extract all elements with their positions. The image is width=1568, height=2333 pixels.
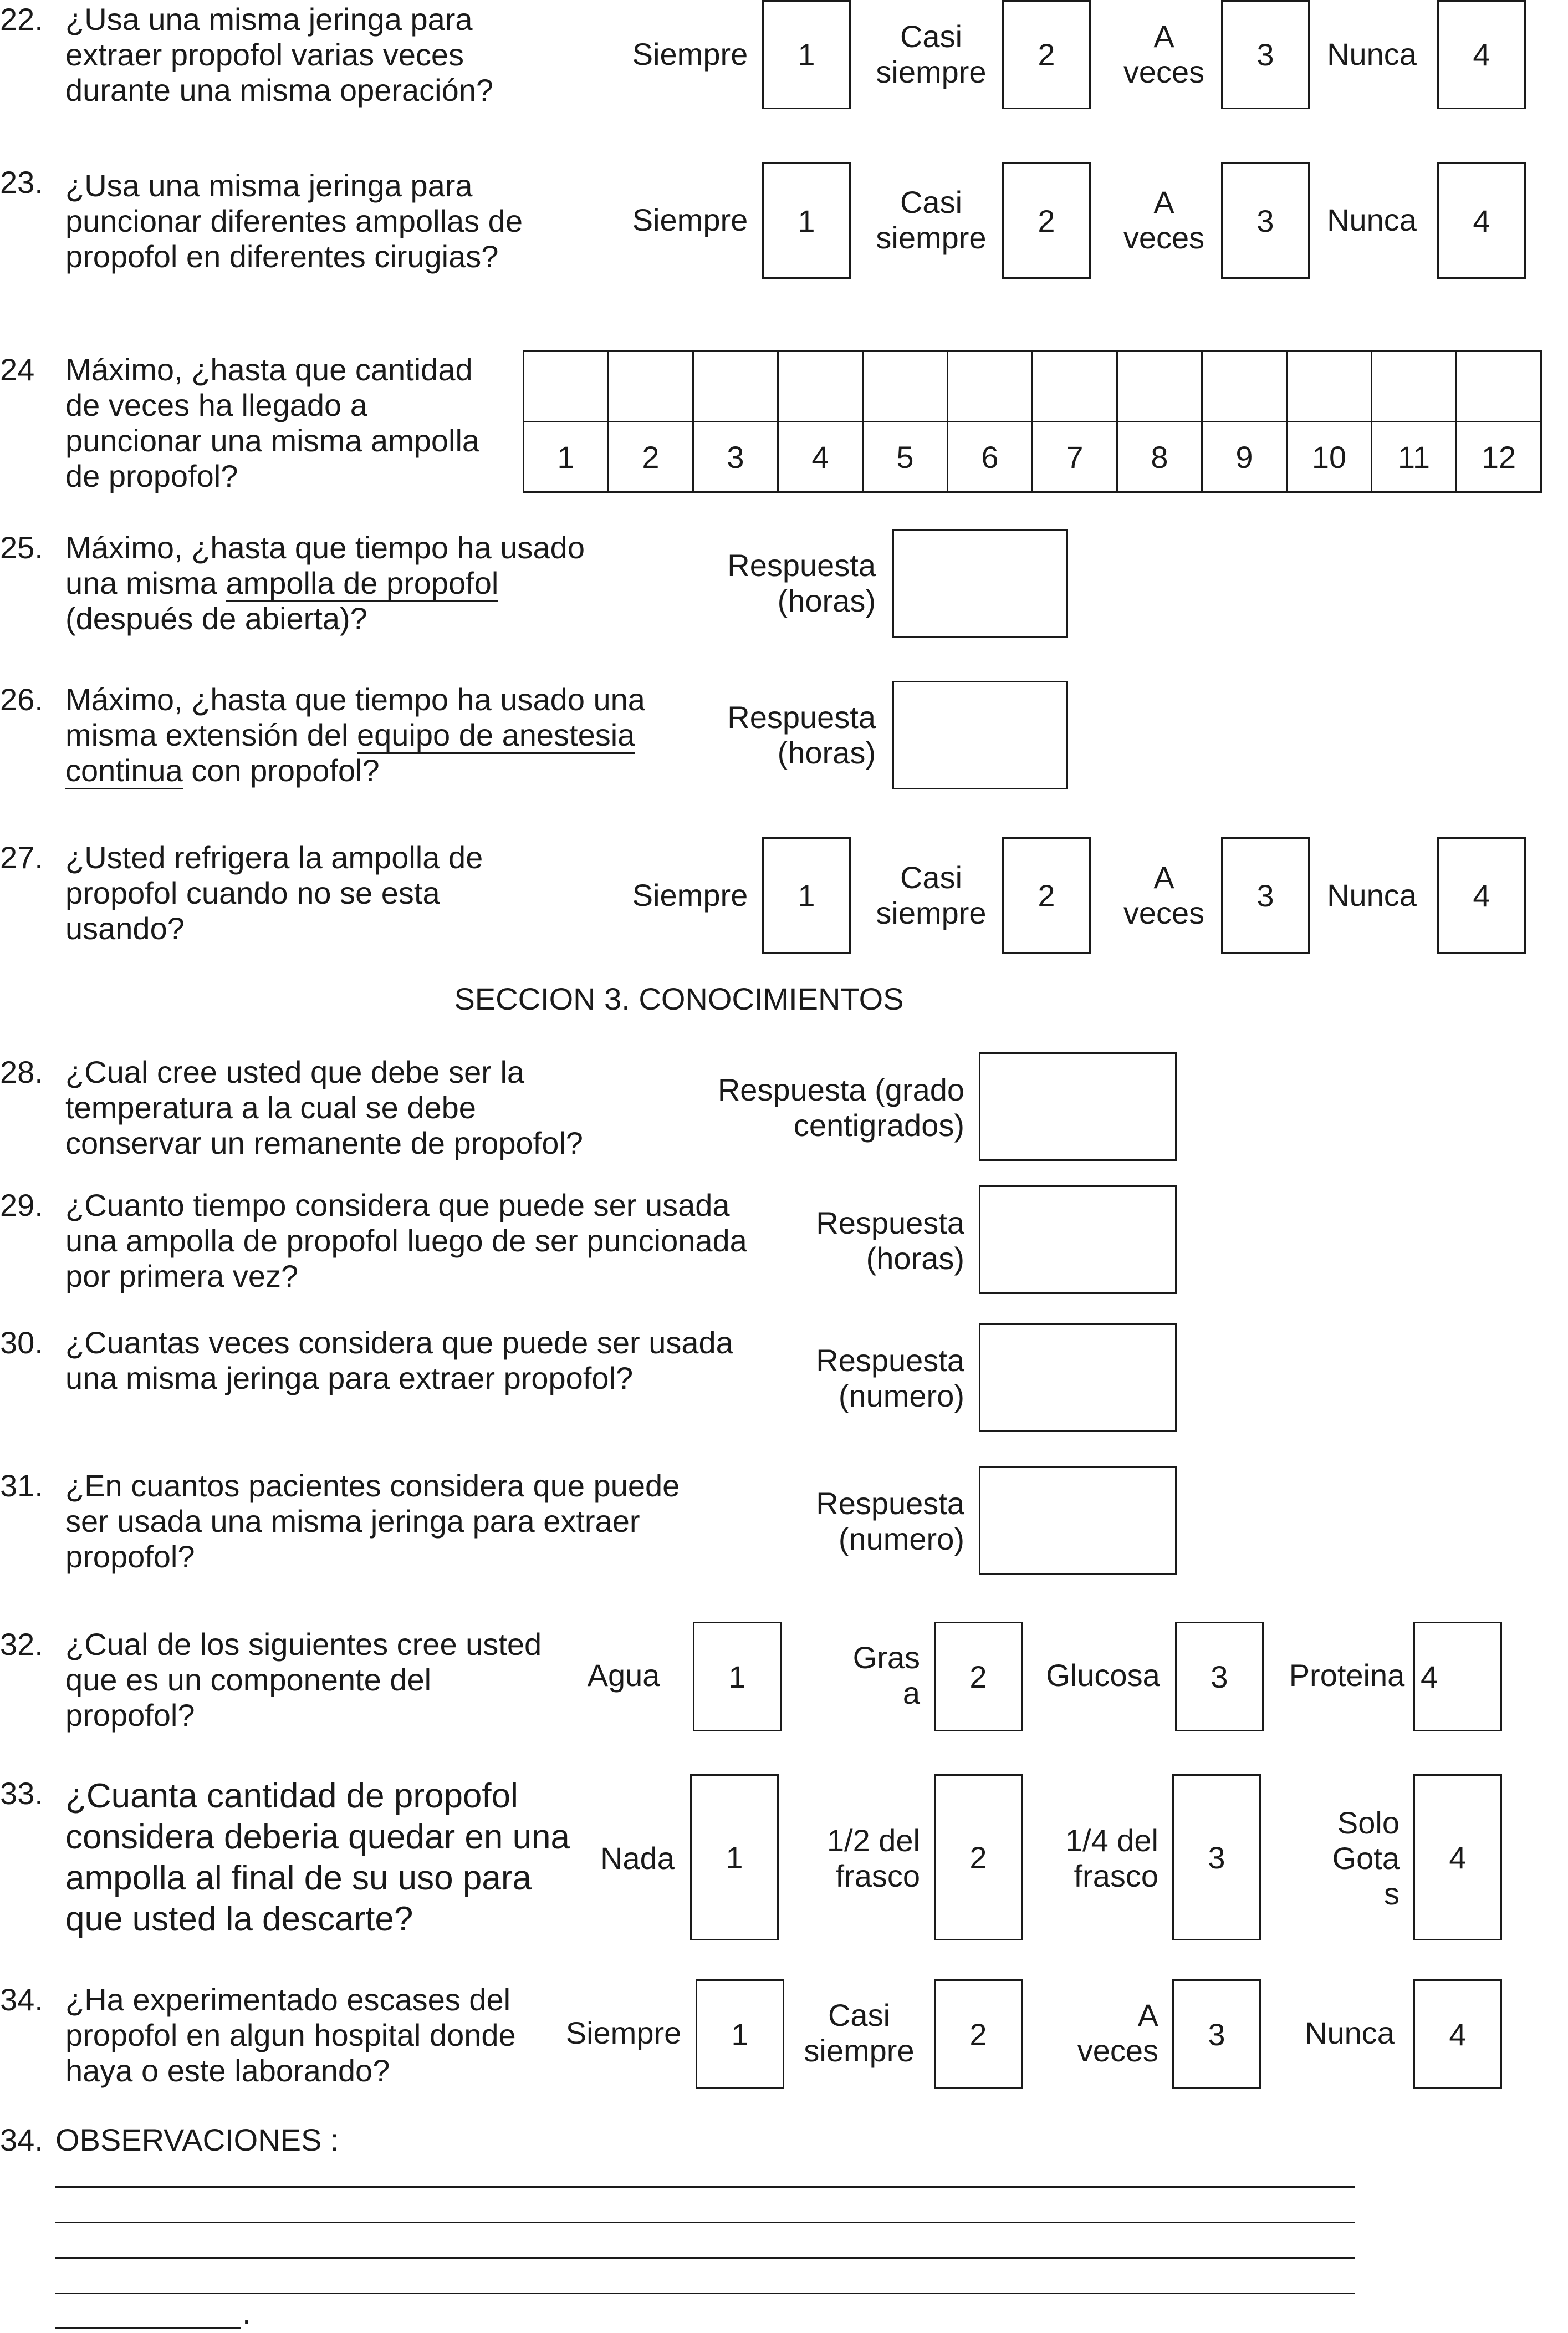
question-text: ¿Usted refrigera la ampolla de propofol cuando no se esta usando? <box>65 840 483 946</box>
question-text: ¿Cual de los siguientes cree usted que es un componente del propofol? <box>65 1627 542 1733</box>
question-number: 25. <box>0 530 43 565</box>
count-cell[interactable] <box>524 352 609 422</box>
option-box-2[interactable]: 2 <box>934 1979 1023 2089</box>
underlined-term: equipo de anestesia continua <box>65 717 635 789</box>
count-scale-value: 8 <box>1117 422 1202 492</box>
option-box-2[interactable]: 2 <box>934 1774 1023 1940</box>
option-label-proteina: Proteina <box>1289 1658 1405 1693</box>
option-label-casi-siempre: Casi siempre <box>876 185 987 255</box>
option-label-only-drops: Solo Gota s <box>1332 1805 1400 1911</box>
count-scale-value: 1 <box>524 422 609 492</box>
option-label-siempre: Siempre <box>632 878 748 913</box>
count-scale-grid <box>523 350 1542 493</box>
option-label-a-veces: A veces <box>1123 19 1205 89</box>
question-number: 34. <box>0 2122 43 2157</box>
option-box-1[interactable]: 1 <box>696 1979 784 2089</box>
option-label-nunca: Nunca <box>1327 878 1417 913</box>
answer-box-number[interactable] <box>979 1323 1177 1432</box>
answer-box-number[interactable] <box>979 1466 1177 1575</box>
question-text: Máximo, ¿hasta que cantidad de veces ha llegado a puncionar una misma ampolla de propofol? <box>65 352 480 493</box>
question-text: ¿Cuantas veces considera que puede ser usada una misma jeringa para extraer propofol? <box>65 1325 733 1395</box>
question-text-part: (después de abierta)? <box>65 601 367 636</box>
count-cell[interactable] <box>1033 352 1117 422</box>
answer-box-hours[interactable] <box>892 681 1068 789</box>
count-scale-value: 11 <box>1372 422 1457 492</box>
count-scale-value: 6 <box>948 422 1033 492</box>
option-label-quarter-bottle: 1/4 del frasco <box>1065 1823 1158 1893</box>
count-cell[interactable] <box>948 352 1033 422</box>
option-label-siempre: Siempre <box>565 2015 682 2050</box>
answer-label: Respuesta (grado centigrados) <box>717 1072 964 1143</box>
observations-line-short[interactable] <box>55 2327 241 2329</box>
option-box-4[interactable]: 4 <box>1437 0 1526 109</box>
option-box-3[interactable]: 3 <box>1175 1622 1264 1731</box>
question-text-part: con propofol? <box>182 753 380 788</box>
answer-label: Respuesta (horas) <box>727 700 876 770</box>
question-text <box>65 682 675 788</box>
option-label-nada: Nada <box>600 1841 675 1876</box>
observations-line[interactable] <box>55 2222 1355 2223</box>
option-label-casi-siempre: Casi siempre <box>804 1998 915 2068</box>
count-cell[interactable] <box>778 352 863 422</box>
option-label-half-bottle: 1/2 del frasco <box>826 1823 920 1893</box>
option-label-nunca: Nunca <box>1305 2015 1395 2050</box>
option-label-casi-siempre: Casi siempre <box>876 860 987 930</box>
option-box-3[interactable]: 3 <box>1172 1979 1261 2089</box>
question-text-part: Máximo, ¿hasta que tiempo ha usado una misma <box>65 530 585 600</box>
count-cell[interactable] <box>1372 352 1457 422</box>
count-cell[interactable] <box>693 352 778 422</box>
answer-label: Respuesta (numero) <box>816 1486 964 1556</box>
option-label-nunca: Nunca <box>1327 202 1417 237</box>
question-text <box>65 530 597 636</box>
question-number: 22. <box>0 2 43 37</box>
option-box-2[interactable]: 2 <box>1002 0 1091 109</box>
count-scale-value: 5 <box>863 422 948 492</box>
answer-label: Respuesta (horas) <box>816 1205 964 1276</box>
count-scale-value: 9 <box>1202 422 1287 492</box>
option-box-1[interactable]: 1 <box>762 837 851 954</box>
option-label-a-veces: A veces <box>1077 1998 1158 2068</box>
option-box-3[interactable]: 3 <box>1221 837 1310 954</box>
question-number: 27. <box>0 840 43 875</box>
answer-box-hours[interactable] <box>892 529 1068 638</box>
option-box-4[interactable]: 4 <box>1413 1979 1502 2089</box>
count-cell[interactable] <box>1457 352 1541 422</box>
option-box-3[interactable]: 3 <box>1172 1774 1261 1940</box>
count-scale-value: 2 <box>609 422 693 492</box>
answer-box-temperature[interactable] <box>979 1052 1177 1161</box>
option-label-grasa: Gras a <box>852 1640 920 1710</box>
observations-line[interactable] <box>55 2293 1355 2294</box>
option-label-glucosa: Glucosa <box>1046 1658 1160 1693</box>
section-heading: SECCION 3. CONOCIMIENTOS <box>454 981 904 1016</box>
option-label-siempre: Siempre <box>632 37 748 72</box>
question-number: 24 <box>0 352 35 387</box>
question-text-part: Máximo, ¿hasta que tiempo ha usado una misma extensión del <box>65 682 645 752</box>
option-box-1[interactable]: 1 <box>762 162 851 279</box>
question-number: 26. <box>0 682 43 717</box>
question-number: 33. <box>0 1776 43 1811</box>
question-text: ¿Usa una misma jeringa para extraer propofol varias veces durante una misma operación? <box>65 2 494 108</box>
option-box-2[interactable]: 2 <box>934 1622 1023 1731</box>
question-number: 34. <box>0 1982 43 2017</box>
option-label-agua: Agua <box>587 1658 660 1693</box>
count-scale-value: 7 <box>1033 422 1117 492</box>
option-label-siempre: Siempre <box>632 202 748 237</box>
option-box-4[interactable]: 4 <box>1413 1622 1502 1731</box>
option-box-4[interactable]: 4 <box>1437 162 1526 279</box>
count-cell[interactable] <box>1202 352 1287 422</box>
count-cell[interactable] <box>863 352 948 422</box>
underlined-term: ampolla de propofol <box>226 566 498 602</box>
count-cell[interactable] <box>1287 352 1372 422</box>
option-box-3[interactable]: 3 <box>1221 0 1310 109</box>
question-number: 32. <box>0 1627 43 1662</box>
question-number: 31. <box>0 1468 43 1503</box>
option-box-1[interactable]: 1 <box>690 1774 779 1940</box>
observations-line[interactable] <box>55 2186 1355 2188</box>
answer-box-hours[interactable] <box>979 1185 1177 1294</box>
count-scale-value: 3 <box>693 422 778 492</box>
count-scale-value: 12 <box>1457 422 1541 492</box>
option-box-1[interactable]: 1 <box>762 0 851 109</box>
option-label-nunca: Nunca <box>1327 37 1417 72</box>
option-box-4[interactable]: 4 <box>1413 1774 1502 1940</box>
count-cell[interactable] <box>1117 352 1202 422</box>
answer-label: Respuesta (horas) <box>727 548 876 618</box>
option-label-a-veces: A veces <box>1123 860 1205 930</box>
question-text: ¿Cual cree usted que debe ser la temperatura a la cual se debe conservar un remanente de propofol? <box>65 1055 583 1160</box>
question-text: ¿Usa una misma jeringa para puncionar diferentes ampollas de propofol en diferentes cirugias? <box>65 168 523 274</box>
question-text: ¿En cuantos pacientes considera que puede ser usada una misma jeringa para extraer propofol? <box>65 1468 680 1574</box>
question-text: ¿Cuanta cantidad de propofol considera deberia quedar en una ampolla al final de su uso para que usted la descarte? <box>65 1777 570 1938</box>
question-number: 29. <box>0 1188 43 1222</box>
count-scale-value: 4 <box>778 422 863 492</box>
count-cell[interactable] <box>609 352 693 422</box>
option-box-4[interactable]: 4 <box>1437 837 1526 954</box>
answer-label: Respuesta (numero) <box>816 1343 964 1413</box>
option-label-a-veces: A veces <box>1123 185 1205 255</box>
option-label-casi-siempre: Casi siempre <box>876 19 987 89</box>
observations-label: OBSERVACIONES : <box>55 2122 339 2157</box>
question-text: ¿Ha experimentado escases del propofol en algun hospital donde haya o este laborando? <box>65 1982 516 2088</box>
observations-line[interactable] <box>55 2257 1355 2259</box>
question-number: 23. <box>0 165 43 200</box>
option-box-3[interactable]: 3 <box>1221 162 1310 279</box>
observations-end-period: . <box>242 2295 251 2330</box>
question-number: 30. <box>0 1325 43 1360</box>
option-box-2[interactable]: 2 <box>1002 162 1091 279</box>
option-box-2[interactable]: 2 <box>1002 837 1091 954</box>
option-box-1[interactable]: 1 <box>693 1622 782 1731</box>
question-text: ¿Cuanto tiempo considera que puede ser usada una ampolla de propofol luego de ser puncionada por primera vez? <box>65 1188 747 1293</box>
question-number: 28. <box>0 1055 43 1089</box>
count-scale-value: 10 <box>1287 422 1372 492</box>
